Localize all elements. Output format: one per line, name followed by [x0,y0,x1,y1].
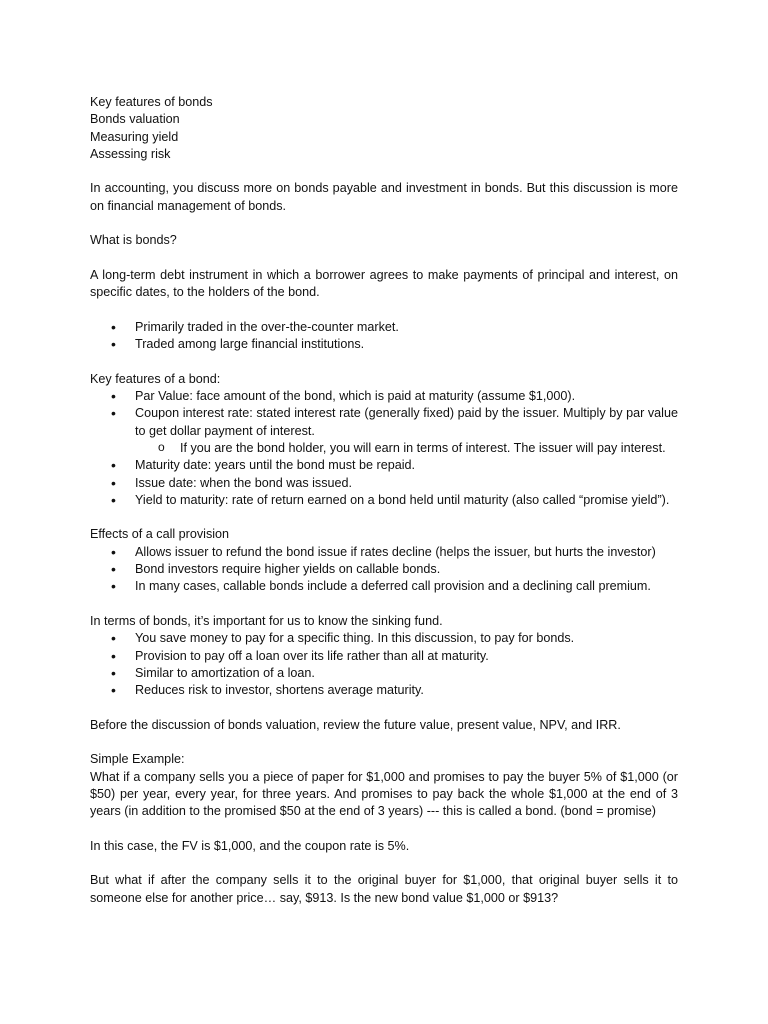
list-item: • Reduces risk to investor, shortens average maturity. [90,682,678,699]
features-heading: Key features of a bond: [90,371,221,386]
question-heading: What is bonds? [90,233,177,248]
topic-item: Assessing risk [90,146,171,161]
list-item: • In many cases, callable bonds include a deferred call provision and a declining call premium. [90,578,678,595]
definition-paragraph: A long-term debt instrument in which a borrower agrees to make payments of principal and interest, on specific dates, to the holders of the bond. [90,267,678,300]
spacer [90,699,678,716]
call-provision-list [90,544,678,596]
spacer [90,734,678,751]
spacer [90,596,678,613]
intro-paragraph: In accounting, you discuss more on bonds payable and investment in bonds. But this discussion is more on financial management of bonds. [90,181,678,213]
document-page [90,94,678,907]
example-heading: Simple Example: [90,752,185,767]
resale-question-paragraph: But what if after the company sells it to the original buyer for $1,000, that original buyer sells it to someone else for another price… say, $913. Is the new bond value $1,000 or $913? [90,873,678,905]
trading-list [90,319,678,354]
list-item: • Similar to amortization of a loan. [90,665,678,682]
call-provision-heading: Effects of a call provision [90,527,230,542]
list-item: • Par Value: face amount of the bond, which is paid at maturity (assume $1,000). [90,388,678,405]
topic-item: Key features of bonds [90,95,213,109]
sub-list-item: o If you are the bond holder, you will earn in terms of interest. The issuer will pay interest. [90,440,678,457]
list-item: • Issue date: when the bond was issued. [90,475,678,492]
topic-item: Measuring yield [90,129,179,144]
spacer [90,855,678,872]
example-paragraph: What if a company sells you a piece of paper for $1,000 and promises to pay the buyer 5% of $1,000 (or $50) per year, every year, for three years. And promises to pay back the whole $1,000 at the end of 3 years (in addition to the promised $50 at the end of 3 years) --- this is called a bond. (bond = promise) [90,769,678,819]
list-item: • Allows issuer to refund the bond issue if rates decline (helps the issuer, but hurts the investor) [90,544,678,561]
list-item: • Coupon interest rate: stated interest rate (generally fixed) paid by the issuer. Multiply by par value to get dollar payment of interest. [90,405,678,440]
spacer [90,509,678,526]
list-item: • You save money to pay for a specific thing. In this discussion, to pay for bonds. [90,630,678,647]
spacer [90,250,678,267]
spacer [90,215,678,232]
list-item: • Bond investors require higher yields on callable bonds. [90,561,678,578]
topic-item: Bonds valuation [90,112,180,127]
list-item: • Primarily traded in the over-the-counter market. [90,319,678,336]
sinking-fund-list [90,630,678,699]
topic-list [90,94,678,163]
list-item: • Yield to maturity: rate of return earned on a bond held until maturity (also called “promise yield”). [90,492,678,509]
spacer [90,820,678,837]
fv-note-paragraph: In this case, the FV is $1,000, and the coupon rate is 5%. [90,838,410,853]
spacer [90,163,678,180]
spacer [90,302,678,319]
list-item: • Traded among large financial institutions. [90,336,678,353]
features-list [90,388,678,509]
before-valuation-paragraph: Before the discussion of bonds valuation, review the future value, present value, NPV, and IRR. [90,717,621,732]
list-item: • Maturity date: years until the bond must be repaid. [90,457,678,474]
sinking-fund-heading: In terms of bonds, it’s important for us to know the sinking fund. [90,613,443,628]
list-item: • Provision to pay off a loan over its life rather than all at maturity. [90,648,678,665]
spacer [90,353,678,370]
